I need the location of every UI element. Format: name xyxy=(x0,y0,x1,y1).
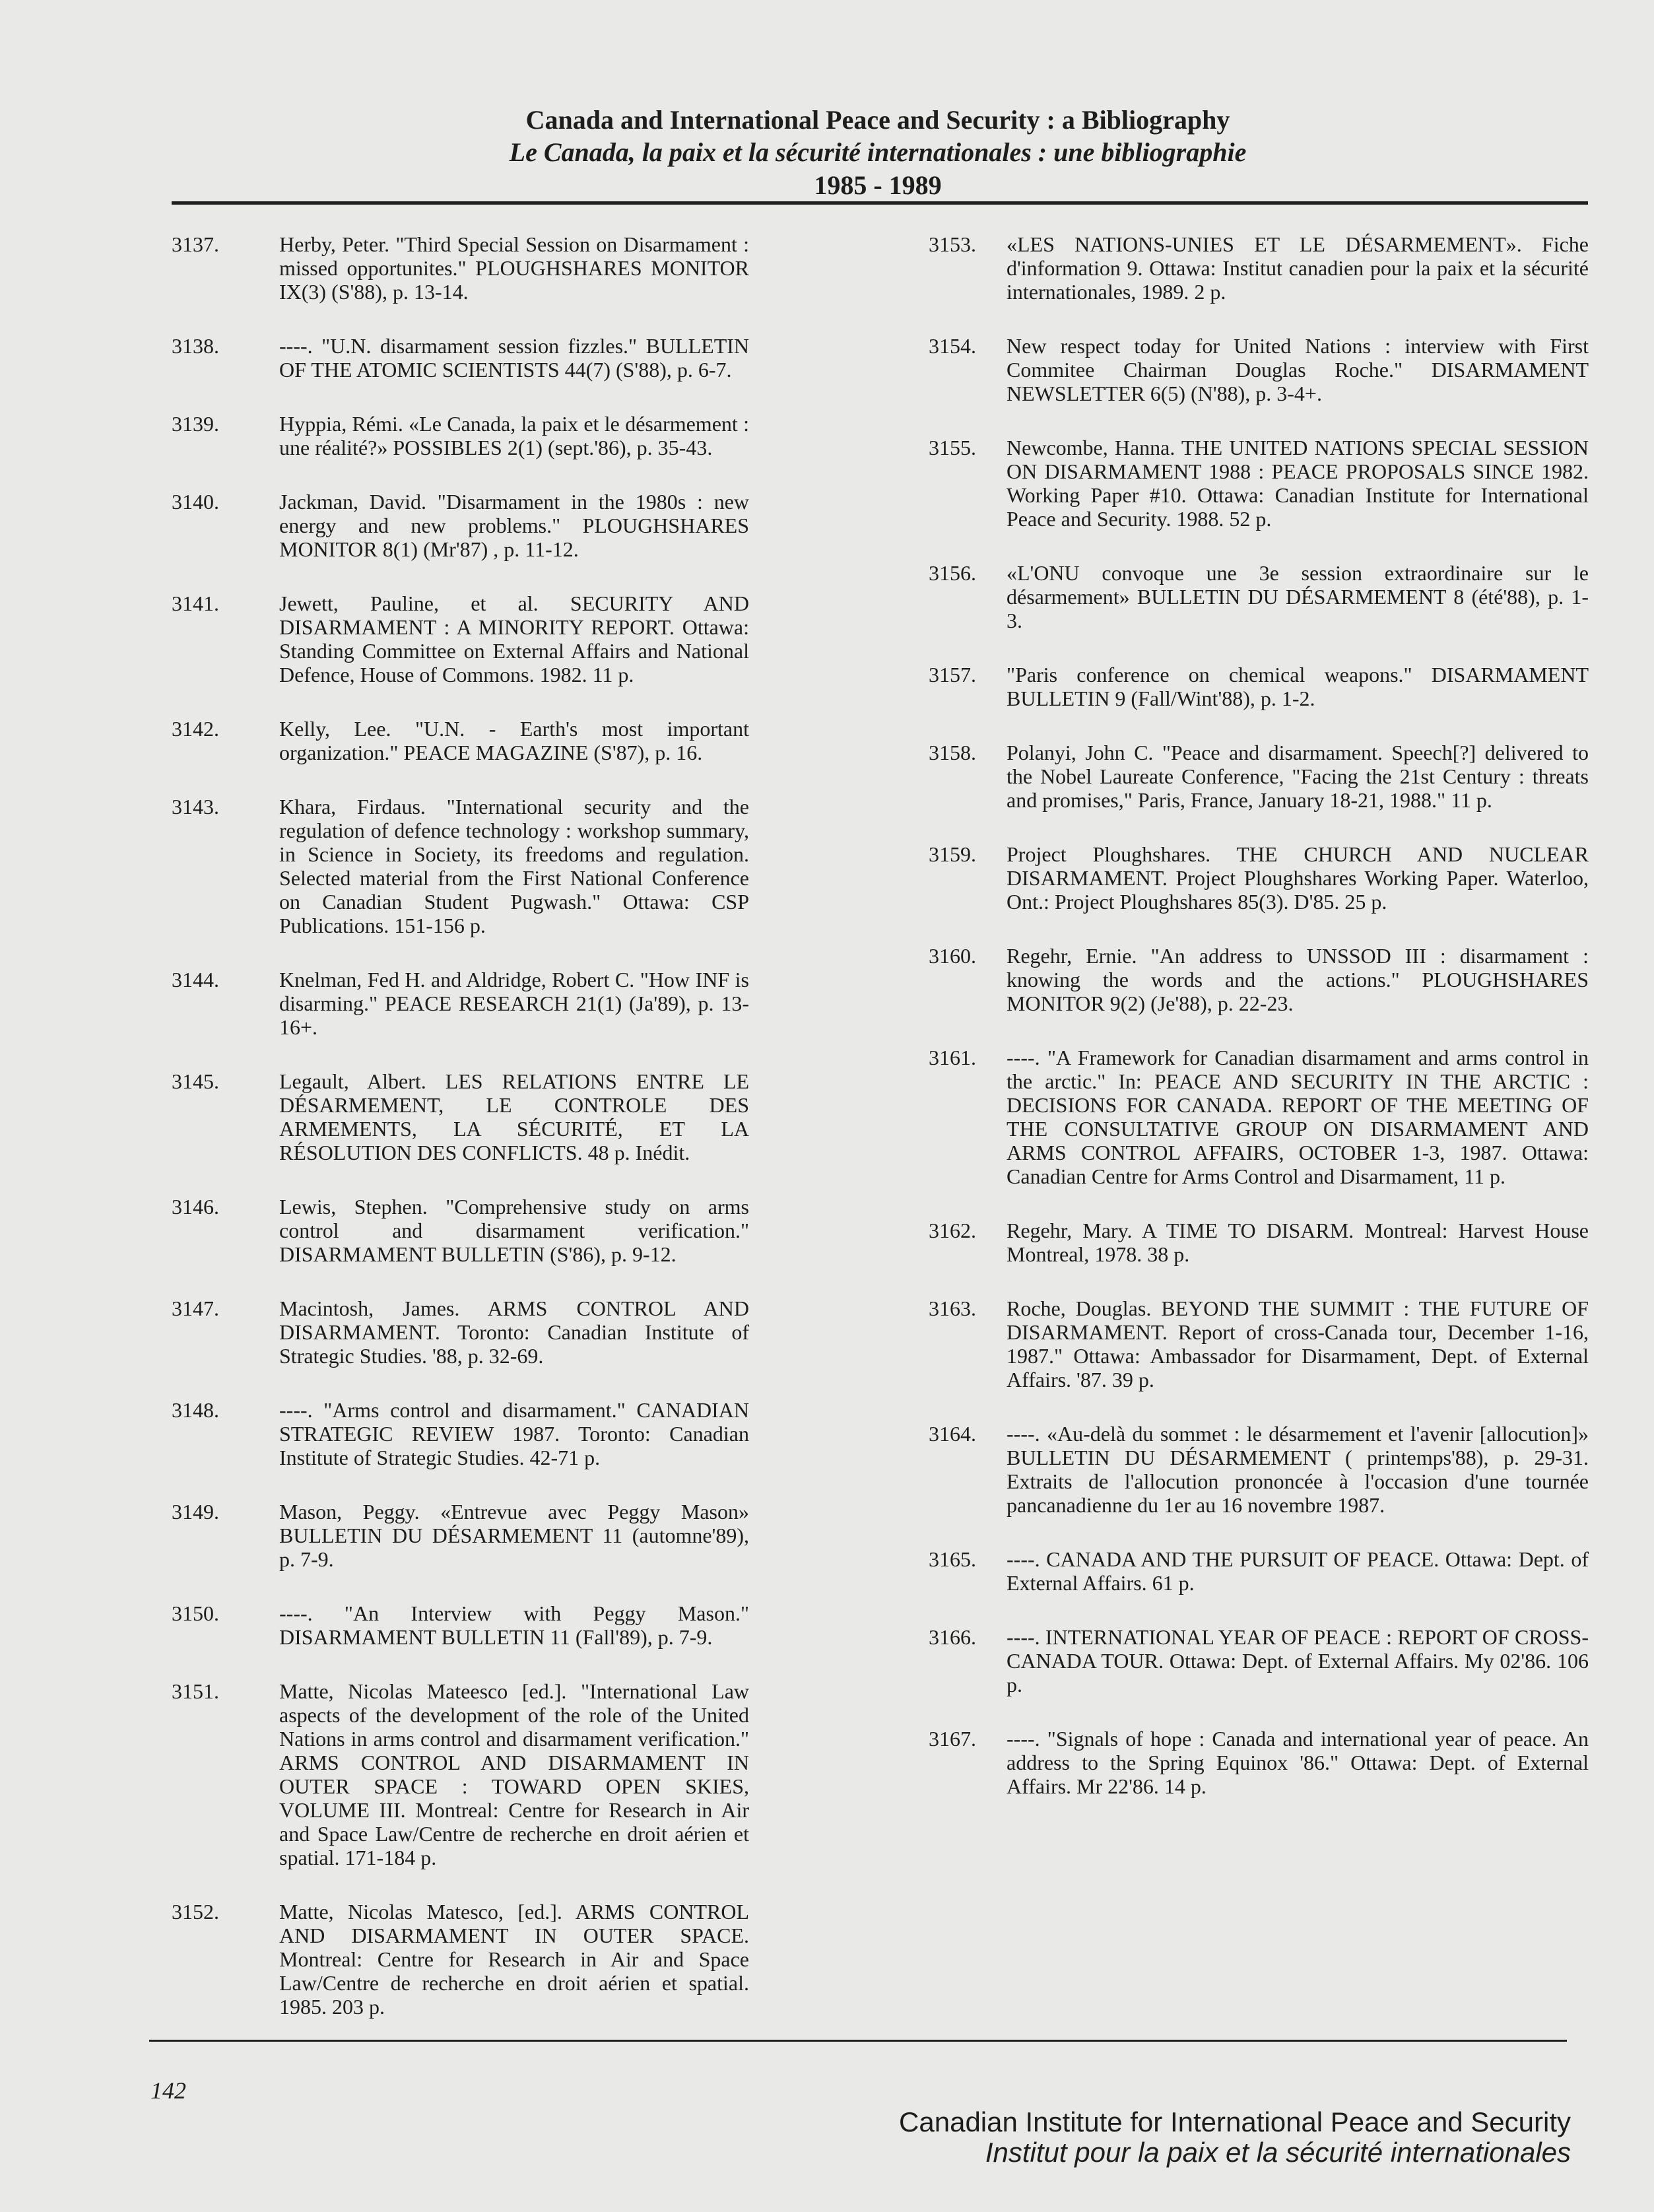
entry-text: Jewett, Pauline, et al. SECURITY AND DISARMAMENT : A MINORITY REPORT. Ottawa: Standing Committee on External Affairs and National Defence, House of Commons. 1982. 11 p. xyxy=(279,591,749,687)
left-column xyxy=(172,232,749,2049)
entry-text: Lewis, Stephen. "Comprehensive study on arms control and disarmament verification." DISARMAMENT BULLETIN (S'86), p. 9-12. xyxy=(279,1195,749,1266)
entry-number: 3164. xyxy=(929,1422,976,1446)
entry-number: 3137. xyxy=(172,232,219,256)
entry-text: Matte, Nicolas Mateesco [ed.]. "International Law aspects of the development of the role of the United Nations in arms control and disarmament verification." ARMS CONTROL AND DISARMAMENT IN OUTER SPACE : TOWARD OPEN SKIES, VOLUME III. Montreal: Centre for Research in Air and Space Law/Centre de recherche en droit aérien et spatial. 171-184 p. xyxy=(279,1679,749,1869)
entry-text: Newcombe, Hanna. THE UNITED NATIONS SPECIAL SESSION ON DISARMAMENT 1988 : PEACE PROPOSALS SINCE 1982. Working Paper #10. Ottawa: Canadian Institute for International Peace and Security. 1988. 52 p. xyxy=(1007,436,1589,531)
entry-number: 3142. xyxy=(172,717,219,741)
title-french: Le Canada, la paix et la sécurité internationales : une bibliographie xyxy=(509,137,1247,167)
publisher-french: Institut pour la paix et la sécurité internationales xyxy=(985,2137,1571,2168)
entry-text: Matte, Nicolas Matesco, [ed.]. ARMS CONTROL AND DISARMAMENT IN OUTER SPACE. Montreal: Centre for Research in Air and Space Law/Centre de recherche en droit aérien et spatial. 1985. 203 p. xyxy=(279,1900,749,2019)
entry-number: 3144. xyxy=(172,968,219,991)
entry-text: ----. INTERNATIONAL YEAR OF PEACE : REPORT OF CROSS-CANADA TOUR. Ottawa: Dept. of External Affairs. My 02'86. 106 p. xyxy=(1007,1625,1589,1696)
entry-text: ----. CANADA AND THE PURSUIT OF PEACE. Ottawa: Dept. of External Affairs. 61 p. xyxy=(1007,1547,1589,1595)
entry-text: ----. "Arms control and disarmament." CANADIAN STRATEGIC REVIEW 1987. Toronto: Canadian Institute of Strategic Studies. 42-71 p. xyxy=(279,1398,749,1469)
entry-number: 3155. xyxy=(929,436,976,459)
entry-number: 3167. xyxy=(929,1727,976,1751)
page-number: 142 xyxy=(150,2077,186,2104)
entry-text: Regehr, Mary. A TIME TO DISARM. Montreal: Harvest House Montreal, 1978. 38 p. xyxy=(1007,1219,1589,1266)
entry-number: 3145. xyxy=(172,1069,219,1093)
bibliography-entry xyxy=(172,795,749,937)
footer-publisher xyxy=(899,2107,1571,2168)
entry-number: 3139. xyxy=(172,412,219,436)
entry-number: 3156. xyxy=(929,561,976,585)
bibliography-entry xyxy=(172,1296,749,1368)
entry-number: 3159. xyxy=(929,842,976,866)
entry-text: "Paris conference on chemical weapons." DISARMAMENT BULLETIN 9 (Fall/Wint'88), p. 1-2. xyxy=(1007,663,1589,710)
entry-text: Macintosh, James. ARMS CONTROL AND DISARMAMENT. Toronto: Canadian Institute of Strategic Studies. '88, p. 32-69. xyxy=(279,1296,749,1368)
bibliography-entry xyxy=(172,717,749,764)
bibliography-entry xyxy=(929,334,1589,405)
entry-number: 3158. xyxy=(929,741,976,764)
bibliography-entry xyxy=(929,232,1589,304)
publisher-english: Canadian Institute for International Peace and Security xyxy=(899,2106,1571,2137)
entry-text: Legault, Albert. LES RELATIONS ENTRE LE DÉSARMEMENT, LE CONTROLE DES ARMEMENTS, LA SÉCURITÉ, ET LA RÉSOLUTION DES CONFLICTS. 48 p. Inédit. xyxy=(279,1069,749,1164)
header-rule xyxy=(172,201,1588,205)
bibliography-entry xyxy=(172,1679,749,1869)
entry-number: 3160. xyxy=(929,944,976,968)
entry-text: Polanyi, John C. "Peace and disarmament. Speech[?] delivered to the Nobel Laureate Conference, "Facing the 21st Century : threats and promises," Paris, France, January 18-21, 1988." 11 p. xyxy=(1007,741,1589,812)
entry-number: 3140. xyxy=(172,490,219,514)
bibliography-entry xyxy=(929,1727,1589,1798)
entry-text: Regehr, Ernie. "An address to UNSSOD III : disarmament : knowing the words and the actions." PLOUGHSHARES MONITOR 9(2) (Je'88), p. 22-23. xyxy=(1007,944,1589,1015)
bibliography-entry xyxy=(172,490,749,561)
entry-text: Mason, Peggy. «Entrevue avec Peggy Mason» BULLETIN DU DÉSARMEMENT 11 (automne'89), p. 7-9. xyxy=(279,1500,749,1571)
entry-text: Hyppia, Rémi. «Le Canada, la paix et le désarmement : une réalité?» POSSIBLES 2(1) (sept.'86), p. 35-43. xyxy=(279,412,749,459)
entry-text: Herby, Peter. "Third Special Session on Disarmament : missed opportunites." PLOUGHSHARES MONITOR IX(3) (S'88), p. 13-14. xyxy=(279,232,749,304)
bibliography-entry xyxy=(929,1547,1589,1595)
bibliography-entry xyxy=(929,561,1589,632)
entry-text: ----. «Au-delà du sommet : le désarmement et l'avenir [allocution]» BULLETIN DU DÉSARMEMENT ( printemps'88), p. 29-31. Extraits de l'allocution prononcée à l'occasion d'une tournée pancanadienne du 1er au 16 novembre 1987. xyxy=(1007,1422,1589,1517)
page-header xyxy=(172,104,1584,202)
bibliography-entry xyxy=(172,968,749,1039)
entry-text: ----. "An Interview with Peggy Mason." DISARMAMENT BULLETIN 11 (Fall'89), p. 7-9. xyxy=(279,1601,749,1649)
entry-text: ----. "U.N. disarmament session fizzles." BULLETIN OF THE ATOMIC SCIENTISTS 44(7) (S'88), p. 6-7. xyxy=(279,334,749,382)
entry-text: Khara, Firdaus. "International security and the regulation of defence technology : workshop summary, in Science in Society, its freedoms and regulation. Selected material from the First National Conference on Canadian Student Pugwash." Ottawa: CSP Publications. 151-156 p. xyxy=(279,795,749,937)
bibliography-entry xyxy=(172,1601,749,1649)
entry-text: Roche, Douglas. BEYOND THE SUMMIT : THE FUTURE OF DISARMAMENT. Report of cross-Canada tour, December 1-16, 1987." Ottawa: Ambassador for Disarmament, Dept. of External Affairs. '87. 39 p. xyxy=(1007,1296,1589,1391)
bibliography-entry xyxy=(172,232,749,304)
bibliography-entry xyxy=(929,1296,1589,1391)
bibliography-entry xyxy=(929,436,1589,531)
bibliography-entry xyxy=(172,1500,749,1571)
bibliography-entry xyxy=(172,412,749,459)
entry-text: ----. "A Framework for Canadian disarmament and arms control in the arctic." In: PEACE AND SECURITY IN THE ARCTIC : DECISIONS FOR CANADA. REPORT OF THE MEETING OF THE CONSULTATIVE GROUP ON DISARMAMENT AND ARMS CONTROL AFFAIRS, OCTOBER 1-3, 1987. Ottawa: Canadian Centre for Arms Control and Disarmament, 11 p. xyxy=(1007,1046,1589,1188)
entry-number: 3153. xyxy=(929,232,976,256)
entry-text: «L'ONU convoque une 3e session extraordinaire sur le désarmement» BULLETIN DU DÉSARMEMENT 8 (été'88), p. 1-3. xyxy=(1007,561,1589,632)
entry-number: 3148. xyxy=(172,1398,219,1422)
bibliography-entry xyxy=(172,1900,749,2019)
entry-number: 3161. xyxy=(929,1046,976,1069)
bibliography-entry xyxy=(929,741,1589,812)
entry-number: 3149. xyxy=(172,1500,219,1524)
entry-number: 3138. xyxy=(172,334,219,358)
entry-text: ----. "Signals of hope : Canada and international year of peace. An address to the Spring Equinox '86." Ottawa: Dept. of External Affairs. Mr 22'86. 14 p. xyxy=(1007,1727,1589,1798)
entry-number: 3146. xyxy=(172,1195,219,1219)
entry-text: Jackman, David. "Disarmament in the 1980s : new energy and new problems." PLOUGHSHARES MONITOR 8(1) (Mr'87) , p. 11-12. xyxy=(279,490,749,561)
bibliography-entry xyxy=(172,591,749,687)
title-english: Canada and International Peace and Security : a Bibliography xyxy=(525,105,1230,135)
entry-number: 3162. xyxy=(929,1219,976,1242)
bibliography-entry xyxy=(929,842,1589,914)
entry-text: New respect today for United Nations : interview with First Commitee Chairman Douglas Roche." DISARMAMENT NEWSLETTER 6(5) (N'88), p. 3-4+. xyxy=(1007,334,1589,405)
entry-number: 3165. xyxy=(929,1547,976,1571)
footer-rule xyxy=(149,2040,1567,2042)
entry-number: 3143. xyxy=(172,795,219,819)
entry-number: 3154. xyxy=(929,334,976,358)
entry-text: Project Ploughshares. THE CHURCH AND NUCLEAR DISARMAMENT. Project Ploughshares Working Paper. Waterloo, Ont.: Project Ploughshares 85(3). D'85. 25 p. xyxy=(1007,842,1589,914)
entry-text: Kelly, Lee. "U.N. - Earth's most important organization." PEACE MAGAZINE (S'87), p. 16. xyxy=(279,717,749,764)
bibliography-entry xyxy=(172,1195,749,1266)
entry-number: 3157. xyxy=(929,663,976,687)
entry-number: 3150. xyxy=(172,1601,219,1625)
entry-text: «LES NATIONS-UNIES ET LE DÉSARMEMENT». Fiche d'information 9. Ottawa: Institut canadien pour la paix et la sécurité internationales, 1989. 2 p. xyxy=(1007,232,1589,304)
bibliography-entry xyxy=(929,1422,1589,1517)
entry-number: 3151. xyxy=(172,1679,219,1703)
bibliography-entry xyxy=(929,944,1589,1015)
bibliography-entry xyxy=(172,1398,749,1469)
entry-number: 3147. xyxy=(172,1296,219,1320)
right-column xyxy=(929,232,1589,1828)
title-years: 1985 - 1989 xyxy=(814,170,942,200)
bibliography-entry xyxy=(929,1625,1589,1696)
bibliography-entry xyxy=(929,1219,1589,1266)
entry-number: 3141. xyxy=(172,591,219,615)
bibliography-entry xyxy=(929,1046,1589,1188)
entry-number: 3166. xyxy=(929,1625,976,1649)
bibliography-entry xyxy=(172,1069,749,1164)
entry-number: 3163. xyxy=(929,1296,976,1320)
entry-text: Knelman, Fed H. and Aldridge, Robert C. "How INF is disarming." PEACE RESEARCH 21(1) (Ja'89), p. 13-16+. xyxy=(279,968,749,1039)
bibliography-entry xyxy=(929,663,1589,710)
bibliography-entry xyxy=(172,334,749,382)
entry-number: 3152. xyxy=(172,1900,219,1924)
